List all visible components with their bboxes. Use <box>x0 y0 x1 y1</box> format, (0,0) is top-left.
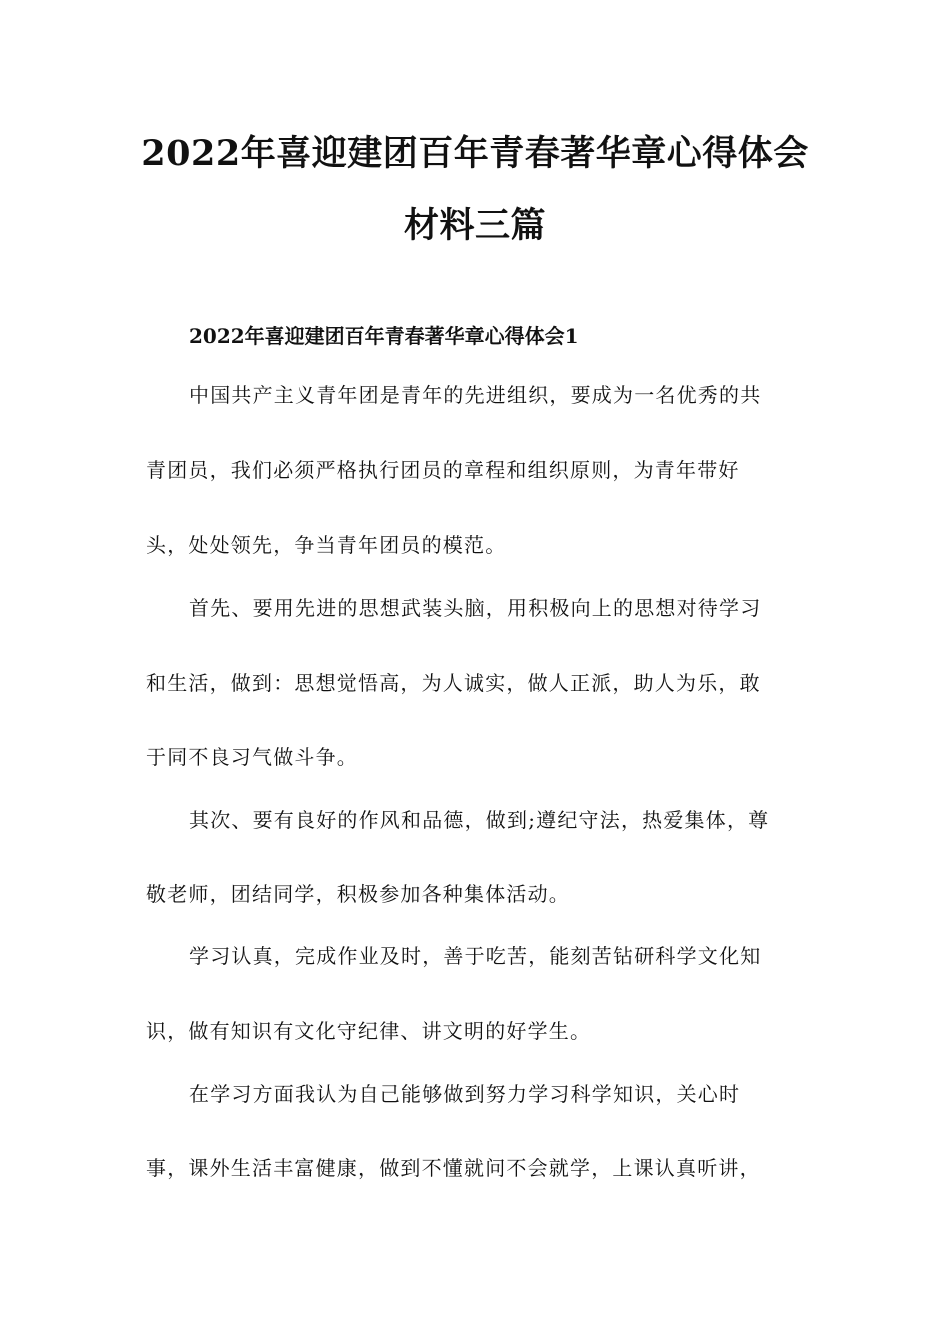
document-title-line-1: 2022年喜迎建团百年青春著华章心得体会 <box>141 133 809 174</box>
body-line: 于同不良习气做斗争。 <box>146 745 358 769</box>
body-line: 青团员，我们必须严格执行团员的章程和组织原则，为青年带好 <box>146 458 740 482</box>
body-line: 其次、要有良好的作风和品德，做到;遵纪守法，热爱集体，尊 <box>189 808 770 832</box>
section-heading: 2022年喜迎建团百年青春著华章心得体会1 <box>189 324 579 348</box>
body-line: 在学习方面我认为自己能够做到努力学习科学知识，关心时 <box>189 1082 741 1106</box>
body-line: 首先、要用先进的思想武装头脑，用积极向上的思想对待学习 <box>189 596 762 620</box>
body-line: 敬老师，团结同学，积极参加各种集体活动。 <box>146 882 570 906</box>
body-line: 和生活，做到：思想觉悟高，为人诚实，做人正派，助人为乐，敢 <box>146 671 761 695</box>
body-line: 头，处处领先，争当青年团员的模范。 <box>146 533 507 557</box>
body-line: 中国共产主义青年团是青年的先进组织，要成为一名优秀的共 <box>189 383 762 407</box>
body-line: 识，做有知识有文化守纪律、讲文明的好学生。 <box>146 1019 592 1043</box>
body-line: 事，课外生活丰富健康，做到不懂就问不会就学，上课认真听讲， <box>146 1156 761 1180</box>
document-title-line-2: 材料三篇 <box>403 205 546 246</box>
body-line: 学习认真，完成作业及时，善于吃苦，能刻苦钻研科学文化知 <box>189 944 762 968</box>
